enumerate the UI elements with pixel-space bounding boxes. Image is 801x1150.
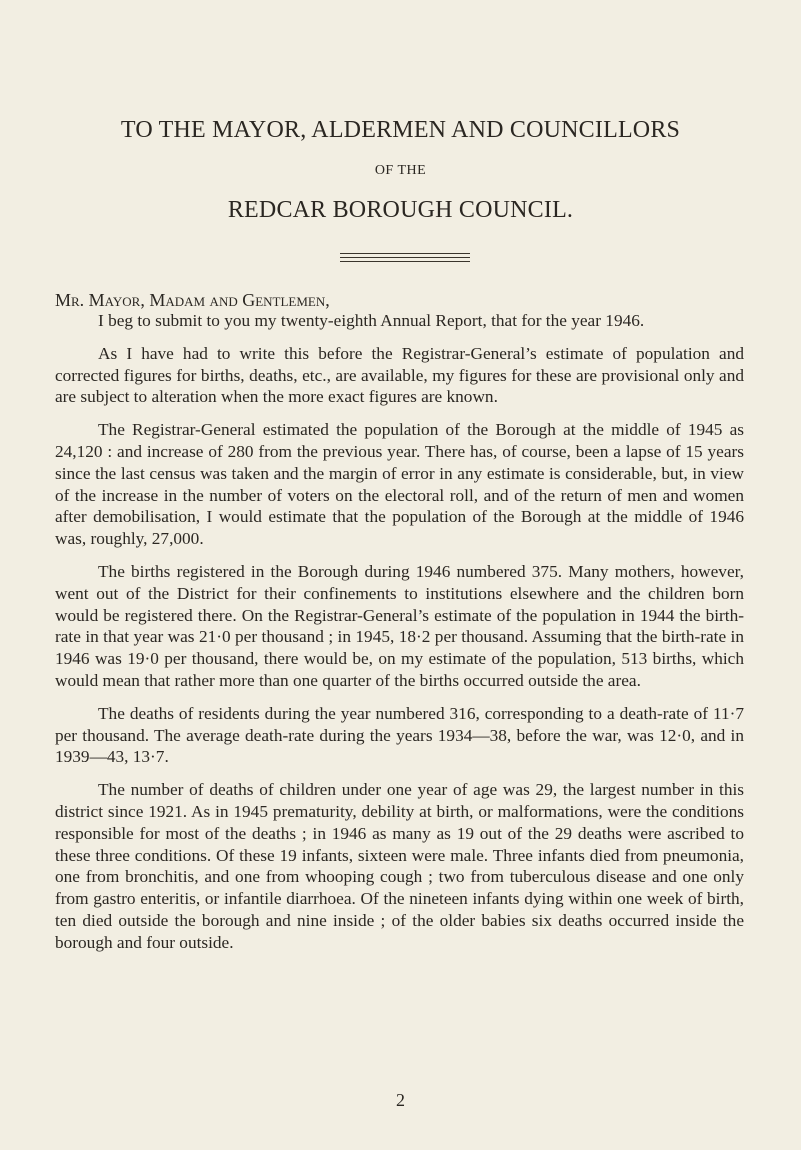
paragraph: The births registered in the Borough during 1946 numbered 375. Many mothers, however, went out of the District for their confinements to institutions elsewhere and the children born would be registered there. On the Registrar-General’s estimate of the population in 1944 the birth-rate in that year was 21·0 per thousand ; in 1945, 18·2 per thousand. Assuming that the birth-rate in 1946 was 19·0 per thousand, there would be, on my estimate of the population, 513 births, which would mean that rather more than one quarter of the births occurred outside the area. [55,561,744,690]
page-number: 2 [396,1090,405,1110]
decorative-rule [340,257,470,258]
paragraph: The deaths of residents during the year numbered 316, corresponding to a death-rate of 11·7 per thousand. The average death-rate during the years 1934—38, before the war, was 12·0, and in 1939—43, 13·7. [55,703,744,767]
salutation: Mr. Mayor, Madam and Gentlemen, [55,290,330,310]
report-title-line-1: TO THE MAYOR, ALDERMEN AND COUNCILLORS [120,117,681,143]
report-body [55,310,744,965]
decorative-rule [340,253,470,254]
paragraph: As I have had to write this before the Registrar-General’s estimate of population and corrected figures for births, deaths, etc., are available, my figures for these are provisional only and are subject to alteration when the more exact figures are known. [55,343,744,407]
decorative-rule [340,261,470,262]
report-title-line-2: OF THE [374,163,427,178]
paragraph: The number of deaths of children under one year of age was 29, the largest number in this district since 1921. As in 1945 prematurity, debility at birth, or malformations, were the conditions responsible for most of the deaths ; in 1946 as many as 19 out of the 29 deaths were ascribed to these three conditions. Of these 19 infants, sixteen were male. Three infants died from pneumonia, one from bronchitis, and one from whooping cough ; two from tuberculous disease and one only from gastro enteritis, or infantile diarrhoea. Of the nineteen infants dying within one week of birth, ten died outside the borough and nine inside ; of the older babies six deaths occurred inside the borough and four outside. [55,780,744,952]
report-title-line-3: REDCAR BOROUGH COUNCIL. [227,197,574,223]
paragraph: I beg to submit to you my twenty-eighth Annual Report, that for the year 1946. [98,311,645,330]
paragraph: The Registrar-General estimated the population of the Borough at the middle of 1945 as 24,120 : and increase of 280 from the previous year. There has, of course, been a lapse of 15 years since the last census was taken and the margin of error in any estimate is considerable, but, in view of the increase in the number of voters on the electoral roll, and of the return of men and women after demobilisation, I would estimate that the population of the Borough at the middle of 1946 was, roughly, 27,000. [55,420,744,549]
